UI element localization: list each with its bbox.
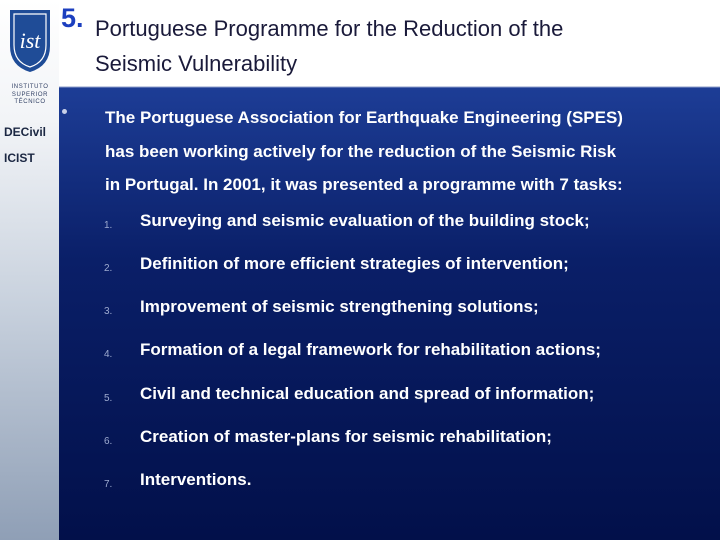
institute-line: TÉCNICO <box>14 99 46 105</box>
task-number: 7. <box>104 479 113 490</box>
title-line: Seismic Vulnerability <box>95 51 298 76</box>
slide-title <box>95 11 695 81</box>
task-item <box>104 297 704 325</box>
bullet-icon <box>62 109 67 114</box>
task-text: Surveying and seismic evaluation of the building stock; <box>140 211 590 230</box>
institute-name <box>4 84 56 107</box>
institute-line: SUPERIOR <box>11 91 49 98</box>
intro-line: The Portuguese Association for Earthquake Engineering (SPES) <box>105 108 623 127</box>
ist-logo-icon <box>8 8 52 74</box>
title-line: Portuguese Programme for the Reduction of the <box>95 16 564 41</box>
task-text: Civil and technical education and spread of information; <box>140 384 595 403</box>
task-item <box>104 211 704 239</box>
task-number: 4. <box>104 349 113 360</box>
task-number: 5. <box>104 393 113 404</box>
task-number: 6. <box>104 436 113 447</box>
task-number: 1. <box>104 220 113 231</box>
task-text: Creation of master-plans for seismic rehabilitation; <box>140 427 552 446</box>
task-number: 2. <box>104 263 113 274</box>
task-text: Interventions. <box>140 470 252 489</box>
institute-line: INSTITUTO <box>11 84 49 90</box>
intro-line: in Portugal. In 2001, it was presented a programme with 7 tasks: <box>105 175 623 194</box>
task-text: Formation of a legal framework for rehabilitation actions; <box>140 340 601 359</box>
slide-number: 5. <box>61 3 84 33</box>
task-item <box>104 340 704 368</box>
task-text: Definition of more efficient strategies of intervention; <box>140 254 569 273</box>
task-item <box>104 254 704 282</box>
task-item <box>104 427 704 455</box>
task-item <box>104 470 704 498</box>
task-text: Improvement of seismic strengthening solutions; <box>140 297 539 316</box>
task-number: 3. <box>104 306 113 317</box>
svg-text:ist: ist <box>19 28 41 53</box>
sidebar <box>0 0 59 540</box>
intro-paragraph <box>105 101 717 202</box>
dept-label: DECivil <box>4 125 47 139</box>
unit-label: ICIST <box>4 151 35 165</box>
intro-line: has been working actively for the reduction of the Seismic Risk <box>105 141 617 161</box>
task-item <box>104 384 704 412</box>
